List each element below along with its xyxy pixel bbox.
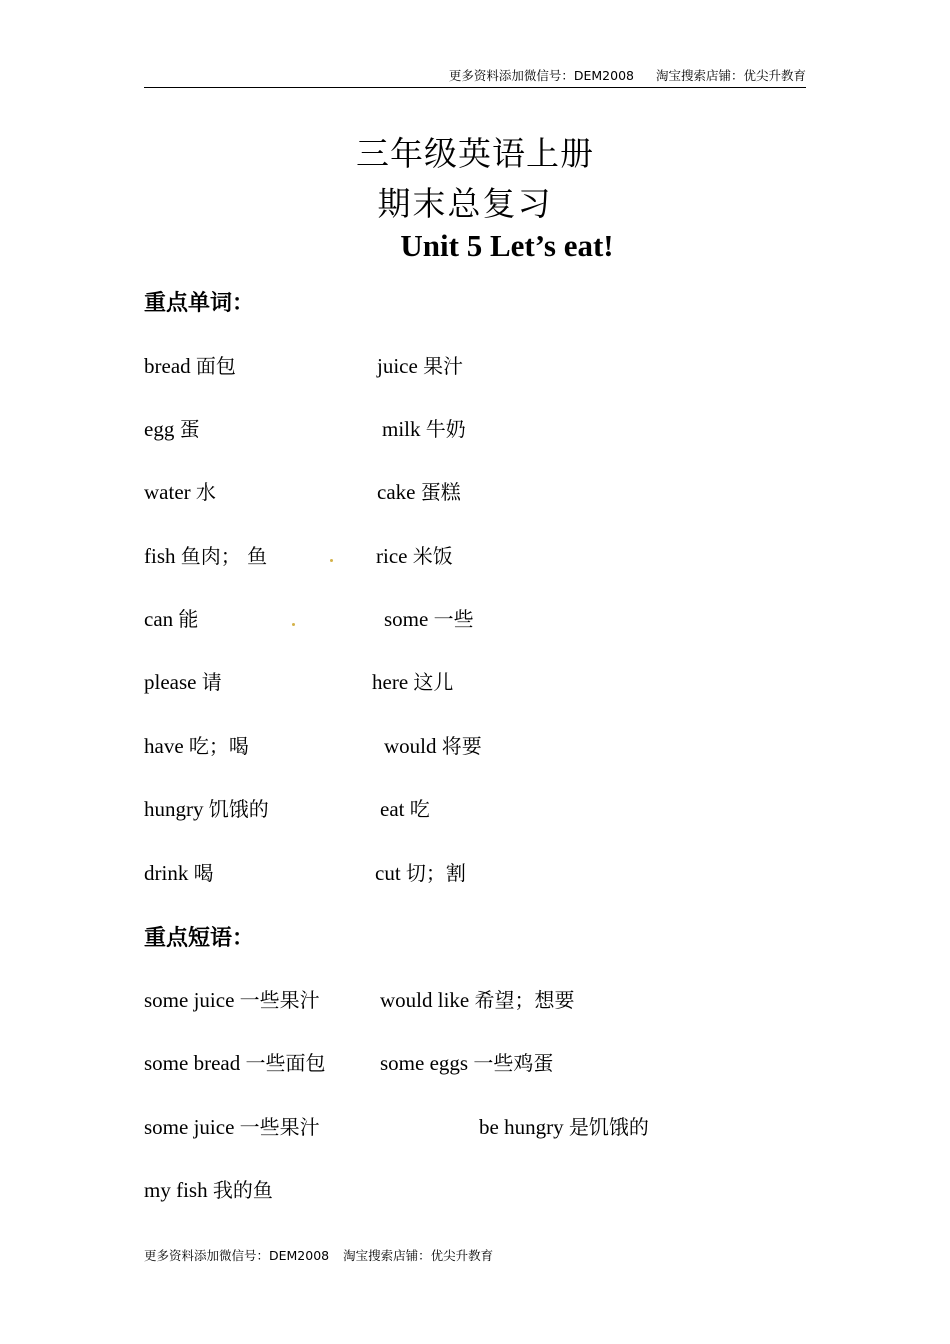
vocab-row <box>144 540 844 570</box>
chinese-meaning: 我的鱼 <box>212 1178 273 1202</box>
entry-left <box>144 730 249 759</box>
unit-title: Unit 5 Let’s eat! <box>400 228 614 263</box>
chinese-meaning: 将要 <box>441 734 482 758</box>
english-term: milk <box>382 417 421 441</box>
vocab-heading: 重点单词： <box>144 291 255 316</box>
chinese-meaning: 这儿 <box>413 670 454 694</box>
header-shop: 淘宝搜索店铺：优尖升教育 <box>655 68 806 83</box>
vocab-row <box>144 476 844 506</box>
vocab-row <box>144 857 844 887</box>
page-footer <box>144 1246 493 1264</box>
entry-right <box>479 1111 649 1140</box>
chinese-meaning: 吃 <box>409 797 430 821</box>
title-line-2: 期末总复习 <box>377 184 553 223</box>
entry-left <box>144 603 198 632</box>
english-term: cut <box>375 861 401 885</box>
entry-left <box>144 857 214 886</box>
phrase-row <box>144 1111 844 1141</box>
chinese-meaning: 米饭 <box>412 544 453 568</box>
phrase-row <box>144 1174 844 1204</box>
entry-left <box>144 1111 320 1140</box>
phrase-row <box>144 1047 844 1077</box>
page-header <box>144 66 806 88</box>
title-line-1: 三年级英语上册 <box>356 134 594 173</box>
english-term: bread <box>144 354 191 378</box>
phrase-heading: 重点短语： <box>144 926 255 951</box>
chinese-meaning: 请 <box>201 670 222 694</box>
english-term: please <box>144 670 197 694</box>
chinese-meaning: 切；割 <box>405 861 466 885</box>
chinese-meaning: 能 <box>178 607 199 631</box>
english-term: fish <box>144 544 176 568</box>
chinese-meaning: 希望；想要 <box>474 988 575 1012</box>
english-term: would like <box>380 988 470 1012</box>
english-term: juice <box>377 354 418 378</box>
footer-shop: 淘宝搜索店铺：优尖升教育 <box>343 1248 494 1263</box>
footer-wechat: 更多资料添加微信号：DEM2008 <box>144 1248 330 1263</box>
vocab-row <box>144 666 844 696</box>
english-term: some <box>384 607 429 631</box>
english-term: rice <box>376 544 408 568</box>
chinese-meaning: 一些果汁 <box>239 1115 320 1139</box>
english-term: some juice <box>144 1115 235 1139</box>
vocab-row <box>144 730 844 760</box>
entry-right <box>380 1047 553 1076</box>
english-term: eat <box>380 797 405 821</box>
entry-right <box>375 857 466 886</box>
english-term: my fish <box>144 1178 208 1202</box>
decorative-dot <box>330 559 333 562</box>
entry-left <box>144 793 269 822</box>
entry-left <box>144 413 200 442</box>
entry-left <box>144 350 236 379</box>
entry-right <box>384 730 482 759</box>
english-term: cake <box>377 480 416 504</box>
english-term: here <box>372 670 409 694</box>
chinese-meaning: 一些面包 <box>245 1051 326 1075</box>
entry-right <box>380 984 575 1013</box>
entry-left <box>144 1174 273 1203</box>
english-term: hungry <box>144 797 204 821</box>
english-term: have <box>144 734 184 758</box>
entry-right <box>372 666 453 695</box>
english-term: some juice <box>144 988 235 1012</box>
decorative-dot <box>292 623 295 626</box>
entry-left <box>144 666 222 695</box>
english-term: some bread <box>144 1051 241 1075</box>
chinese-meaning: 喝 <box>193 861 214 885</box>
chinese-meaning: 蛋糕 <box>420 480 461 504</box>
vocab-row <box>144 413 844 443</box>
chinese-meaning: 一些 <box>433 607 474 631</box>
entry-right <box>384 603 474 632</box>
entry-left <box>144 540 267 569</box>
chinese-meaning: 是饥饿的 <box>568 1115 649 1139</box>
english-term: water <box>144 480 191 504</box>
vocab-row <box>144 793 844 823</box>
chinese-meaning: 水 <box>195 480 216 504</box>
english-term: egg <box>144 417 175 441</box>
chinese-meaning: 蛋 <box>179 417 200 441</box>
english-term: drink <box>144 861 189 885</box>
chinese-meaning: 吃；喝 <box>188 734 249 758</box>
vocab-row <box>144 350 844 380</box>
header-wechat: 更多资料添加微信号：DEM2008 <box>448 68 634 83</box>
entry-right <box>380 793 430 822</box>
chinese-meaning: 果汁 <box>423 354 464 378</box>
entry-left <box>144 1047 325 1076</box>
english-term: would <box>384 734 437 758</box>
chinese-meaning: 一些鸡蛋 <box>473 1051 554 1075</box>
chinese-meaning: 面包 <box>195 354 236 378</box>
english-term: can <box>144 607 174 631</box>
entry-right <box>377 350 463 379</box>
chinese-meaning: 一些果汁 <box>239 988 320 1012</box>
entry-right <box>376 540 453 569</box>
entry-right <box>377 476 461 505</box>
entry-left <box>144 984 320 1013</box>
entry-left <box>144 476 216 505</box>
english-term: be hungry <box>479 1115 564 1139</box>
entry-right <box>382 413 466 442</box>
phrase-row <box>144 984 844 1014</box>
chinese-meaning: 牛奶 <box>425 417 466 441</box>
chinese-meaning: 鱼肉； 鱼 <box>180 544 268 568</box>
vocab-row <box>144 603 844 633</box>
english-term: some eggs <box>380 1051 469 1075</box>
chinese-meaning: 饥饿的 <box>208 797 269 821</box>
